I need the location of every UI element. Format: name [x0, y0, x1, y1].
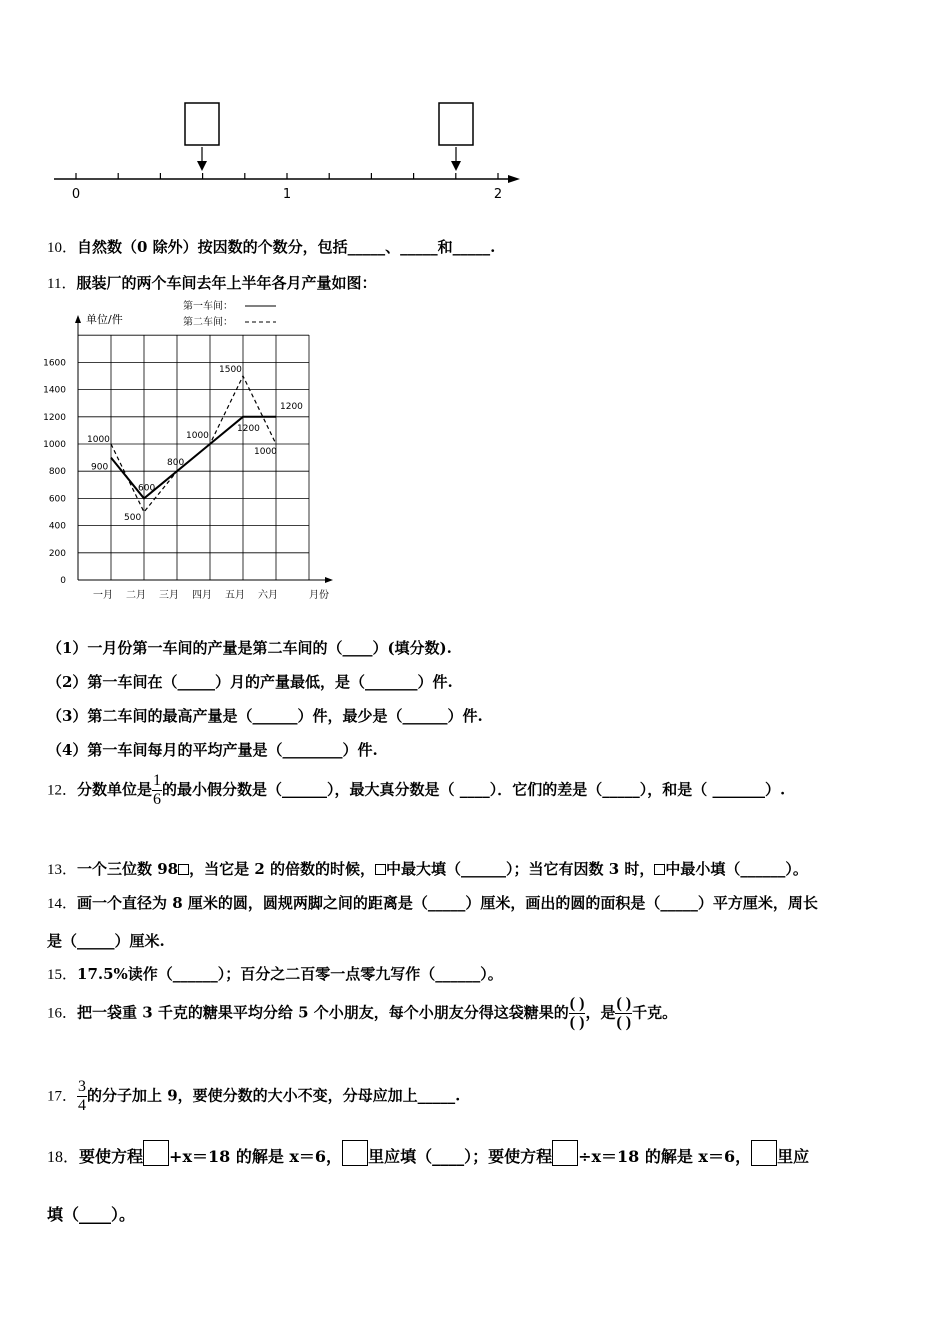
question-14 [47, 892, 818, 913]
question-text: 画一个直径为 8 厘米的圆，圆规两脚之间的距离是（_____）厘米，画出的圆的面积是（_____）平方厘米，周长 [77, 894, 818, 912]
data-label: 1200 [237, 423, 260, 434]
tick-label-2: 2 [493, 187, 503, 202]
equation-box[interactable] [552, 1140, 578, 1166]
fraction-three-quarters [77, 1078, 87, 1115]
data-label: 1000 [87, 435, 110, 445]
digit-box[interactable] [654, 864, 665, 875]
question-text: 的分子加上 9，要使分数的大小不变，分母应加上_____. [87, 1086, 461, 1105]
arrow-down-icon [197, 161, 207, 171]
x-axis-arrow-icon [325, 577, 333, 583]
answer-box-right[interactable] [439, 103, 473, 145]
question-text: 把一袋重 3 千克的糖果平均分给 5 个小朋友，每个小朋友分得这袋糖果的 [77, 1003, 569, 1022]
y-axis-label: 单位/件 [86, 313, 123, 326]
equation-box[interactable] [751, 1140, 777, 1166]
question-text-a: 要使方程 [79, 1147, 144, 1166]
fraction-denominator: 4 [78, 1097, 87, 1114]
x-tick-label: 三月 [159, 590, 179, 601]
question-12 [47, 772, 785, 809]
question-10 [47, 236, 495, 257]
question-text-post: 的最小假分数是（______），最大真分数是（ ____）．它们的差是（_____），和是（ _______）. [162, 780, 786, 799]
question-14-line-2: 是（_____）厘米. [47, 932, 165, 950]
x-tick-label: 五月 [225, 590, 245, 601]
question-text: 17.5%读作（______）；百分之二百零一点零九写作（______）。 [77, 965, 503, 983]
x-tick-label: 四月 [192, 590, 212, 601]
question-11-part-3: （3）第二车间的最高产量是（______）件，最少是（______）件. [47, 707, 483, 725]
question-number: 12． [47, 782, 78, 799]
x-tick-label: 六月 [258, 590, 278, 601]
y-tick-label: 1600 [43, 358, 66, 369]
question-text: 自然数（0 除外）按因数的个数分，包括_____、_____和_____. [77, 238, 496, 256]
question-text-d: ÷x＝18 的解是 x＝6， [578, 1147, 752, 1166]
answer-box-left[interactable] [185, 103, 219, 145]
y-tick-label: 200 [48, 548, 66, 559]
tick-label-0: 0 [71, 187, 81, 202]
data-label: 500 [124, 513, 142, 523]
y-tick-label: 1000 [43, 440, 66, 450]
data-label: 1200 [280, 401, 303, 412]
question-text-c: 中最大填（______）；当它有因数 3 时， [386, 860, 655, 878]
x-axis-label: 月份 [309, 590, 329, 601]
question-16 [47, 995, 677, 1032]
question-number: 10． [47, 240, 78, 256]
fraction-numerator: ( ) [616, 995, 632, 1012]
question-15 [47, 963, 503, 984]
data-label: 1000 [186, 431, 209, 441]
question-text-mid: ，是 [585, 1003, 616, 1022]
fraction-denominator: ( ) [616, 1014, 632, 1031]
y-tick-label: 600 [48, 494, 66, 505]
question-17 [47, 1078, 460, 1115]
question-11-part-4: （4）第一车间每月的平均产量是（________）件. [47, 741, 378, 759]
question-number: 11． [47, 276, 77, 292]
x-tick-label: 二月 [126, 590, 146, 601]
data-label: 800 [167, 458, 185, 469]
question-11-part-2: （2）第一车间在（_____）月的产量最低，是（_______）件. [47, 673, 453, 691]
tick-label-1: 1 [282, 187, 292, 202]
legend-entry-label: 第一车间： [183, 301, 233, 312]
equation-box[interactable] [342, 1140, 368, 1166]
fraction-numerator: 3 [78, 1078, 87, 1095]
question-text-e: 里应 [777, 1147, 810, 1166]
question-text-a: 一个三位数 98 [77, 860, 179, 878]
data-label: 600 [138, 483, 156, 494]
y-tick-label: 1400 [43, 385, 66, 396]
question-text-b: ，当它是 2 的倍数的时候， [189, 860, 376, 878]
fraction-blank-2[interactable] [615, 995, 632, 1032]
question-18-line-2: 填（____）。 [47, 1205, 136, 1224]
fraction-blank-1[interactable] [569, 995, 586, 1032]
question-text: 服装厂的两个车间去年上半年各月产量如图： [76, 274, 377, 292]
fraction-denominator: ( ) [569, 1014, 585, 1031]
question-number: 15． [47, 967, 78, 983]
data-label: 1000 [254, 447, 277, 457]
fraction-numerator: 1 [153, 772, 162, 789]
production-line-chart [40, 295, 340, 610]
y-axis-arrow-icon [75, 315, 81, 323]
arrow-down-icon [451, 161, 461, 171]
question-18 [47, 1140, 809, 1167]
y-tick-label: 1200 [43, 412, 66, 423]
question-text-c: 里应填（____）；要使方程 [368, 1147, 553, 1166]
question-text-d: 中最小填（______）。 [665, 860, 808, 878]
question-11-part-1: （1）一月份第一车间的产量是第二车间的（____）(填分数). [47, 639, 452, 657]
fraction-numerator: ( ) [569, 995, 585, 1012]
data-label: 900 [91, 462, 109, 473]
y-tick-label: 0 [60, 576, 66, 586]
question-11 [47, 272, 376, 293]
data-label: 1500 [219, 365, 242, 375]
question-text-b: +x＝18 的解是 x＝6， [169, 1147, 343, 1166]
y-tick-label: 400 [48, 521, 66, 532]
question-number: 16． [47, 1005, 78, 1022]
y-tick-label: 800 [48, 467, 66, 478]
question-text-end: 千克。 [632, 1003, 678, 1022]
legend-entry-label: 第二车间： [183, 317, 233, 328]
equation-box[interactable] [143, 1140, 169, 1166]
question-number: 13． [47, 862, 78, 878]
question-text-pre: 分数单位是 [77, 780, 153, 799]
axis-arrow-icon [508, 175, 520, 183]
question-13 [47, 858, 808, 879]
question-number: 17． [47, 1088, 78, 1105]
digit-box[interactable] [375, 864, 386, 875]
number-line-figure [40, 95, 540, 210]
fraction-one-sixth [152, 772, 162, 809]
number-line-ticks [76, 173, 498, 179]
digit-box[interactable] [178, 864, 189, 875]
x-tick-label: 一月 [93, 590, 113, 601]
fraction-denominator: 6 [153, 791, 162, 808]
question-number: 14． [47, 896, 78, 912]
question-number: 18． [47, 1149, 80, 1166]
